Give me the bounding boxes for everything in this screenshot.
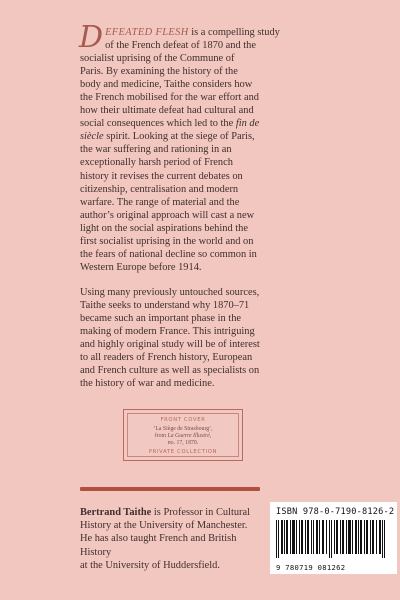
description-italic-siecle: siècle — [80, 131, 104, 143]
description-line-19: Western Europe before 1914. — [80, 261, 202, 273]
front-cover-label: FRONT COVER — [160, 417, 206, 423]
description-2-line-8: the history of war and medicine. — [80, 378, 215, 390]
main-description — [79, 20, 324, 390]
description-line-17: first socialist uprising in the world and on — [80, 235, 254, 247]
description-line-10: the war suffering and rationing in an — [80, 144, 232, 156]
description-line-18: the fears of national decline so common in — [80, 248, 257, 260]
author-name: Bertrand Taithe — [80, 507, 152, 518]
author-bio-line-2: History at the University of Manchester. — [80, 520, 248, 532]
description-line-14: warfare. The range of material and the — [80, 196, 240, 208]
front-cover-credit-box — [123, 409, 243, 461]
front-cover-caption-line-1: ‘La Siège de Strasbourg’, — [153, 426, 213, 432]
description-line-4: Paris. By examining the history of the — [80, 66, 238, 78]
front-cover-caption-line-2b: , — [209, 433, 212, 439]
description-line-5: body and medicine, Taithe considers how — [80, 79, 253, 91]
description-2-line-2: Taithe seeks to understand why 1870–71 — [80, 299, 250, 311]
description-2-line-6: to all readers of French history, European — [80, 352, 253, 364]
description-2-line-4: making of modern France. This intriguing — [80, 326, 255, 338]
description-paragraph-1 — [79, 20, 324, 274]
isbn-text: ISBN 978-0-7190-8126-2 — [276, 507, 395, 517]
barcode-block — [270, 502, 397, 574]
description-line-3: socialist uprising of the Commune of — [80, 53, 235, 65]
description-2-line-3: became such an important phase in the — [80, 312, 241, 324]
barcode-numbers: 9 780719 081262 — [276, 563, 346, 572]
barcode-icon — [274, 517, 391, 561]
description-2-line-1: Using many previously untouched sources, — [80, 286, 260, 298]
front-cover-caption-publication: La Guerre Illustré — [167, 433, 210, 439]
description-2-line-7: and French culture as well as specialists on — [80, 365, 260, 377]
description-line-1-rest: is a compelling study — [188, 27, 280, 38]
front-cover-caption — [128, 426, 238, 447]
book-title-small-caps: EFEATED FLESH — [105, 27, 189, 38]
front-cover-caption-line-3: no. 17, 1870. — [167, 440, 199, 446]
author-bio-line-1: is Professor in Cultural — [151, 507, 251, 518]
description-2-line-5: and highly original study will be of interest — [80, 339, 260, 351]
description-line-8: social consequences which led to the — [80, 118, 236, 130]
description-line-9-rest: spirit. Looking at the siege of Paris, — [103, 131, 255, 143]
description-line-12: history it revises the current debates on — [80, 170, 243, 182]
front-cover-caption-line-2a: from — [154, 433, 168, 439]
description-line-2: of the French defeat of 1870 and the — [105, 40, 256, 52]
description-line-16: light on the social aspirations behind the — [80, 222, 248, 234]
description-italic-fin-de: fin de — [235, 118, 260, 130]
description-line-13: citizenship, centralisation and modern — [80, 183, 239, 195]
drop-cap-letter: D — [79, 20, 104, 55]
description-line-6: the French mobilised for the war effort and — [80, 92, 259, 104]
author-bio-line-4: at the University of Huddersfield. — [80, 559, 220, 571]
author-bio-line-3: He has also taught French and British History — [80, 533, 237, 558]
front-cover-credit: PRIVATE COLLECTION — [148, 449, 218, 455]
description-line-11: exceptionally harsh period of French — [80, 157, 233, 169]
description-line-7: how their ultimate defeat had cultural and — [80, 105, 254, 117]
author-bio — [80, 506, 260, 572]
red-divider-rule — [80, 487, 260, 491]
description-paragraph-2 — [80, 286, 324, 390]
description-line-15: author’s original approach will cast a new — [80, 209, 255, 221]
